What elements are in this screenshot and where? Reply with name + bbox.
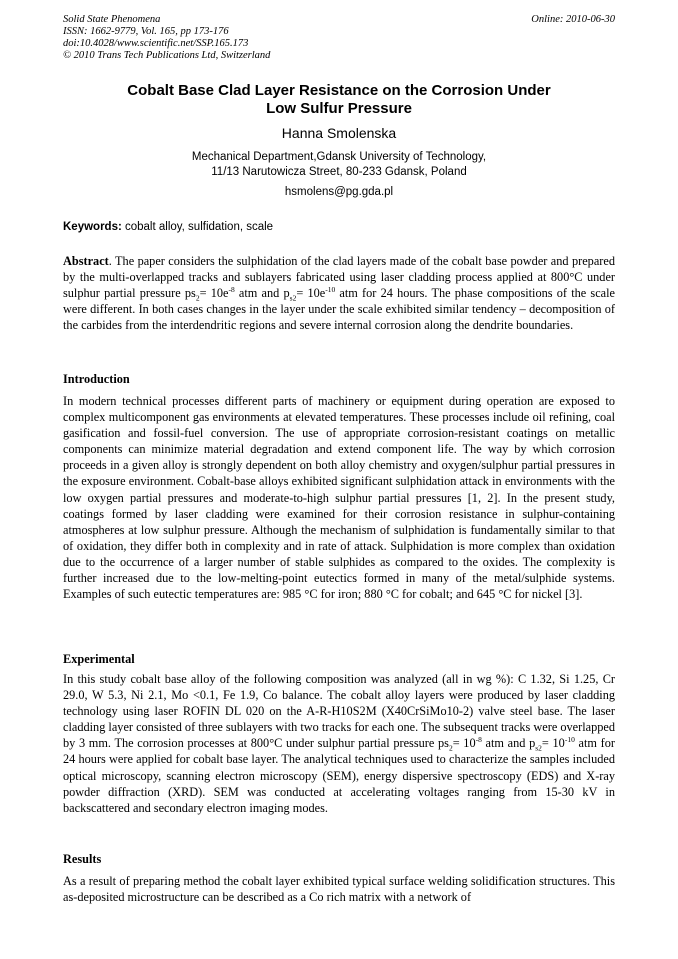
experimental-text: In this study cobalt base alloy of the following composition was analyzed (all in wg %): C 1.32, Si 1.25, Cr 29.0, W 5.3, Ni 2.1, Mo <0.1, Fe 1.9, Co balance. The cobalt alloy layers were produced by laser cladding technology using laser ROFIN DL 020 on the A-R-H10S2M (X40CrSiMo10-2) valve steel base. The laser cladding layer consisted of three sublayers with two tracks for each one. The subsequent tracks were overlapped by 3 mm. The corrosion processes at 800°C under sulphur partial pressure ps — [63, 672, 615, 751]
affiliation — [63, 150, 615, 180]
results-heading: Results — [63, 852, 102, 866]
superscript: -8 — [475, 735, 482, 745]
abstract-text: = 10e — [296, 286, 326, 301]
doi-line: doi:10.4028/www.scientific.net/SSP.165.173 — [63, 38, 249, 49]
keywords-label: Keywords: — [63, 221, 122, 233]
abstract-paragraph — [63, 253, 615, 333]
abstract-text: . The paper considers the sulphidation of the clad layers made of the cobalt base powder and prepared by the multi-overlapped tracks and sublayers fabricated using laser cladding process applied at 800°C under sulphur partial pressure ps — [63, 254, 615, 301]
subscript: 2 — [448, 743, 453, 753]
superscript: -10 — [564, 735, 575, 745]
superscript: -10 — [325, 285, 336, 295]
author-email: hsmolens@pg.gda.pl — [284, 186, 394, 198]
keywords — [63, 220, 615, 235]
copyright-line: © 2010 Trans Tech Publications Ltd, Switzerland — [63, 50, 271, 61]
affiliation-line-1: Mechanical Department,Gdansk University of Technology, — [191, 151, 487, 163]
title-line-2: Low Sulfur Pressure — [266, 100, 412, 117]
introduction-paragraph: In modern technical processes different parts of machinery or equipment during operation are exposed to complex multicomponent gas environments at elevated temperatures. These processes include oil refining, coal gasification and fossil-fuel conversion. The use of appropriate corrosion-resistant coatings on metallic components can minimize material degradation and extend component life. The way by which corrosion proceeds in a given alloy is strongly dependent on both alloy chemistry and oxygen/sulphur partial pressures in the exposure environment. Cobalt-base alloys exhibited significant sulphidation attack in environments with the low oxygen partial pressures and moderate-to-high sulphur partial pressures [1, 2]. In the present study, coatings formed by laser cladding were examined for their corrosion resistance in sulphur-containing atmospheres at low sulphur pressure. Although the mechanism of sulphidation is fundamentally similar to that of oxidation, they differ both in complexity and in rate of attack. Sulphidation is more complex than oxidation due to the occurrence of a larger number of stable sulphides as compared to the oxides. The complexity is further increased due to the low-melting-point eutectics formed in many of the metal/sulphide systems. Examples of such eutectic temperatures are: 985 °C for iron; 880 °C for cobalt; and 645 °C for nickel [3]. — [63, 394, 615, 602]
paper-title — [63, 82, 615, 118]
subscript: s2 — [535, 743, 542, 753]
introduction-heading: Introduction — [63, 372, 130, 386]
abstract-text: atm and p — [234, 286, 290, 301]
experimental-paragraph — [63, 671, 615, 816]
journal-name: Solid State Phenomena — [63, 14, 161, 25]
experimental-text: atm for 24 hours were applied for cobalt base layer. The analytical techniques used to characterize the samples included optical microscopy, scanning electron microscopy (SEM), energy dispersive spectroscopy (EDS) and X-ray powder diffraction (XRD). SEM was conducted at accelerating voltages ranging from 15-30 kV in backscattered and secondary electron imaging modes. — [63, 736, 615, 815]
abstract-label: Abstract — [63, 254, 109, 268]
online-date: Online: 2010-06-30 — [531, 14, 615, 25]
author-name: Hanna Smolenska — [281, 125, 397, 141]
title-line-1: Cobalt Base Clad Layer Resistance on the Corrosion Under — [127, 82, 551, 99]
superscript: -8 — [228, 285, 235, 295]
experimental-text: = 10 — [541, 736, 565, 751]
issn-line: ISSN: 1662-9779, Vol. 165, pp 173-176 — [63, 26, 229, 37]
abstract-text: = 10e — [199, 286, 229, 301]
experimental-text: atm and p — [481, 736, 536, 751]
abstract-text: atm for 24 hours. The phase compositions of the scale were different. In both cases changes in the layer under the scale exhibited similar tendency – decomposition of the carbides from the interdendritic regions and severe internal corrosion along the dendrite boundaries. — [63, 286, 615, 333]
keywords-text: cobalt alloy, sulfidation, scale — [121, 221, 274, 233]
subscript: 2 — [195, 293, 200, 303]
journal-header — [63, 14, 270, 62]
experimental-heading: Experimental — [63, 652, 135, 666]
subscript: s2 — [289, 293, 297, 303]
results-paragraph: As a result of preparing method the cobalt layer exhibited typical surface welding solidification structures. This as-deposited microstructure can be described as a Co rich matrix with a network of — [63, 874, 615, 905]
affiliation-line-2: 11/13 Narutowicza Street, 80-233 Gdansk, Poland — [211, 166, 467, 178]
experimental-text: = 10 — [452, 736, 476, 751]
